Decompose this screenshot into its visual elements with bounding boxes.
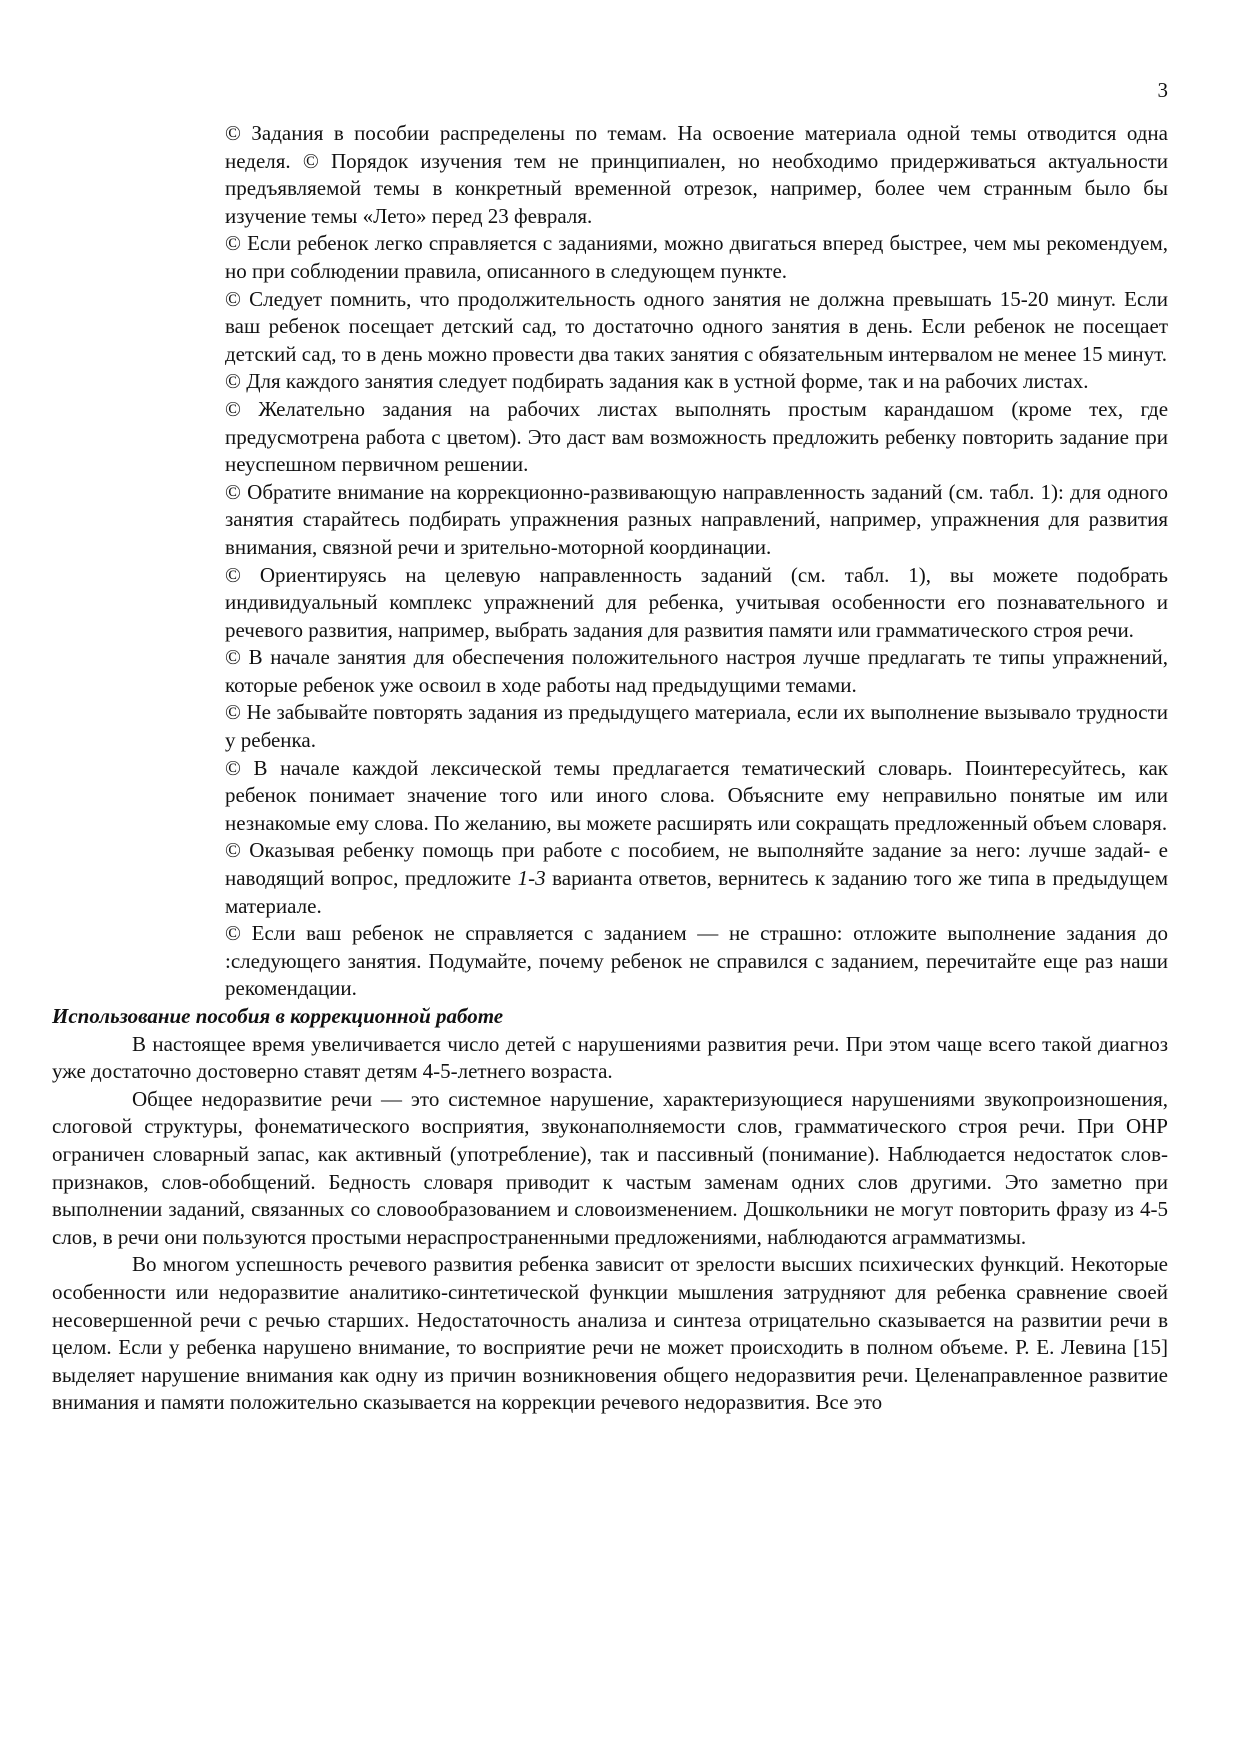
list-item: [225, 562, 1168, 645]
list-item-text: Ориентируясь на целевую направленность заданий (см. табл. 1), вы можете подобрать индивидуальный комплекс упражнений для ребенка, учитывая особенности его познавательного и речевого развития, например, выбрать задания для развития памяти или грамматического строя речи.: [225, 562, 1169, 642]
copyright-bullet-icon: ©: [225, 286, 241, 311]
list-item-text: Для каждого занятия следует подбирать задания как в устной форме, так и на рабочих листах.: [246, 369, 1089, 394]
copyright-bullet-icon: ©: [225, 838, 241, 863]
copyright-bullet-icon: ©: [225, 921, 241, 946]
list-item-text: Если ребенок легко справляется с заданиями, можно двигаться вперед быстрее, чем мы рекомендуем, но при соблюдении правила, описанного в следующем пункте.: [225, 231, 1168, 283]
list-item-text: Обратите внимание на коррекционно-развивающую направленность заданий (см. табл. 1): для одного занятия старайтесь подбирать упражнения разных направлений, например, упражнения для развития внимания, связной речи и зрительно-моторной координации.: [225, 479, 1169, 559]
list-item-italic-range: 1-3: [517, 866, 546, 891]
copyright-bullet-icon: ©: [225, 369, 241, 394]
list-item-text: Следует помнить, что продолжительность одного занятия не должна превышать 15-20 минут. Если ваш ребенок посещает детский сад, то достаточно одного занятия в день. Если ребенок не посещает детский сад, то в день можно провести два таких занятия с обязательным интервалом не менее 15 минут.: [225, 286, 1169, 366]
list-item: [225, 920, 1168, 1003]
list-item-text: В начале занятия для обеспечения положительного настроя лучше предлагать те типы упражнений, которые ребенок уже освоил в ходе работы над предыдущими темами.: [225, 645, 1168, 697]
copyright-bullet-icon: ©: [225, 231, 241, 256]
copyright-bullet-icon: ©: [225, 121, 241, 145]
body-paragraph: Общее недоразвитие речи — это системное нарушение, характеризующиеся нарушениями звукопроизношения, слоговой структуры, фонематического восприятия, звуконаполняемости слов, грамматического строя речи. При ОНР ограничен словарный запас, как активный (употребление), так и пассивный (понимание). Наблюдается недостаток слов-признаков, слов-обобщений. Бедность словаря приводит к частым заменам одних слов другими. Это заметно при выполнении заданий, связанных со словообразованием и словоизменением. Дошкольники не могут повторить фразу из 4-5 слов, в речи они пользуются простыми нераспространенными предложениями, наблюдаются аграмматизмы.: [52, 1086, 1168, 1249]
list-item: [225, 837, 1168, 920]
body-paragraph: Во многом успешность речевого развития ребенка зависит от зрелости высших психических функций. Некоторые особенности или недоразвитие аналитико-синтетической функции мышления затрудняют для ребенка сравнение своей несовершенной речи с речью старших. Недостаточность анализа и синтеза отрицательно сказывается на развитии речи в целом. Если у ребенка нарушено внимание, то восприятие речи не может происходить в полном объеме. Р. Е. Левина [15] выделяет нарушение внимания как одну из причин возникновения общего недоразвития речи. Целенаправленное развитие внимания и памяти положительно сказывается на коррекции речевого недоразвития. Все это: [52, 1252, 1168, 1415]
list-item-text: В начале каждой лексической темы предлагается тематический словарь. Поинтересуйтесь, как ребенок понимает значение того или иного слова. Объясните ему неправильно понятые им или незнакомые ему слова. По желанию, вы можете расширять или сокращать предложенный объем словаря.: [225, 755, 1169, 835]
list-item: [225, 396, 1168, 479]
copyright-bullet-icon: ©: [225, 645, 241, 670]
list-item: [225, 286, 1168, 369]
list-item: [225, 368, 1168, 396]
copyright-bullet-icon: ©: [225, 479, 241, 504]
section-heading: Использование пособия в коррекционной работе: [52, 1004, 504, 1028]
list-item: [225, 644, 1168, 699]
list-item-text: Желательно задания на рабочих листах выполнять простым карандашом (кроме тех, где предусмотрена работа с цветом). Это даст вам возможность предложить ребенку повторить задание при неуспешном первичном решении.: [225, 396, 1169, 477]
list-item-text: Не забывайте повторять задания из предыдущего материала, если их выполнение вызывало трудности у ребенка.: [225, 700, 1168, 753]
list-item: [225, 120, 1168, 230]
body-paragraph: В настоящее время увеличивается число детей с нарушениями развития речи. При этом чаще всего такой диагноз уже достаточно достоверно ставят детям 4-5-летнего возраста.: [52, 1031, 1168, 1084]
copyright-bullet-icon: ©: [225, 755, 241, 780]
page-content: [52, 120, 1168, 1417]
list-item: [225, 699, 1168, 754]
list-item: [225, 230, 1168, 285]
list-item: [225, 479, 1168, 562]
list-item-text: варианта ответов, вернитесь к заданию того же типа в предыдущем материале.: [225, 866, 1168, 918]
copyright-bullet-icon: ©: [225, 562, 241, 587]
list-item-text: Оказывая ребенку помощь при работе с пособием, не выполняйте задание за него: лучше задай- е наводящий вопрос, предложите: [225, 838, 1168, 891]
page-number: 3: [1157, 78, 1168, 102]
list-item-text: Задания в пособии распределены по темам. На освоение материала одной темы отводится одна неделя. © Порядок изучения тем не принципиален, но необходимо придерживаться актуальности предъявляемой темы в конкретный временной отрезок, например, более чем странным было бы изучение темы «Лето» перед 23 февраля.: [225, 121, 1168, 228]
copyright-bullet-icon: ©: [225, 700, 241, 725]
copyright-bullet-icon: ©: [225, 396, 241, 421]
list-item-text: Если ваш ребенок не справляется с заданием — не страшно: отложите выполнение задания до :следующего занятия. Подумайте, почему ребенок не справился с заданием, перечитайте еще раз наши рекомендации.: [225, 921, 1169, 1001]
recommendations-list: [225, 120, 1168, 1003]
list-item: [225, 755, 1168, 838]
